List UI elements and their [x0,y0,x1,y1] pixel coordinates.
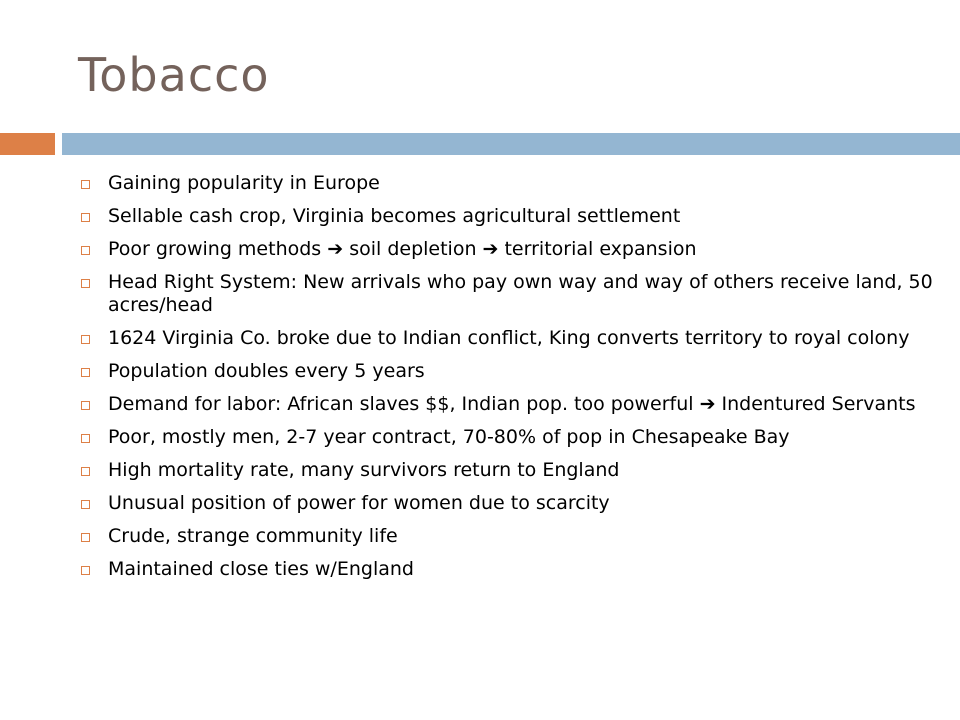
square-bullet-icon [81,566,90,575]
square-bullet-icon [81,401,90,410]
bullet-item [78,525,938,548]
square-bullet-icon [81,246,90,255]
bullet-text: Sellable cash crop, Virginia becomes agricultural settlement [108,205,681,227]
bullet-item [78,360,938,383]
square-bullet-icon [81,180,90,189]
bullet-text: Poor growing methods ➔ soil depletion ➔ territorial expansion [108,238,697,260]
bullet-text: Gaining popularity in Europe [108,172,380,194]
square-bullet-icon [81,500,90,509]
slide-title: Tobacco [78,48,270,102]
bullet-text: Demand for labor: African slaves $$, Indian pop. too powerful ➔ Indentured Servants [108,393,916,415]
bullet-item [78,172,938,195]
square-bullet-icon [81,368,90,377]
bullet-text: Unusual position of power for women due to scarcity [108,492,610,514]
bullet-item [78,205,938,228]
bullet-item [78,327,938,350]
square-bullet-icon [81,434,90,443]
bullet-text: Head Right System: New arrivals who pay own way and way of others receive land, 50 acres/head [108,271,933,316]
bullet-item [78,271,938,317]
bullet-item [78,393,938,416]
square-bullet-icon [81,335,90,344]
bullet-text: High mortality rate, many survivors return to England [108,459,620,481]
bullet-item [78,558,938,581]
bullet-text: Poor, mostly men, 2-7 year contract, 70-80% of pop in Chesapeake Bay [108,426,790,448]
bullet-item [78,492,938,515]
bullet-list [78,172,938,591]
bullet-text: Crude, strange community life [108,525,398,547]
square-bullet-icon [81,533,90,542]
accent-bar-blue [62,133,960,155]
bullet-text: Population doubles every 5 years [108,360,425,382]
bullet-text: 1624 Virginia Co. broke due to Indian conflict, King converts territory to royal colony [108,327,910,349]
bullet-item [78,459,938,482]
square-bullet-icon [81,467,90,476]
accent-bar-orange [0,133,55,155]
square-bullet-icon [81,279,90,288]
square-bullet-icon [81,213,90,222]
bullet-item [78,238,938,261]
bullet-item [78,426,938,449]
bullet-text: Maintained close ties w/England [108,558,414,580]
